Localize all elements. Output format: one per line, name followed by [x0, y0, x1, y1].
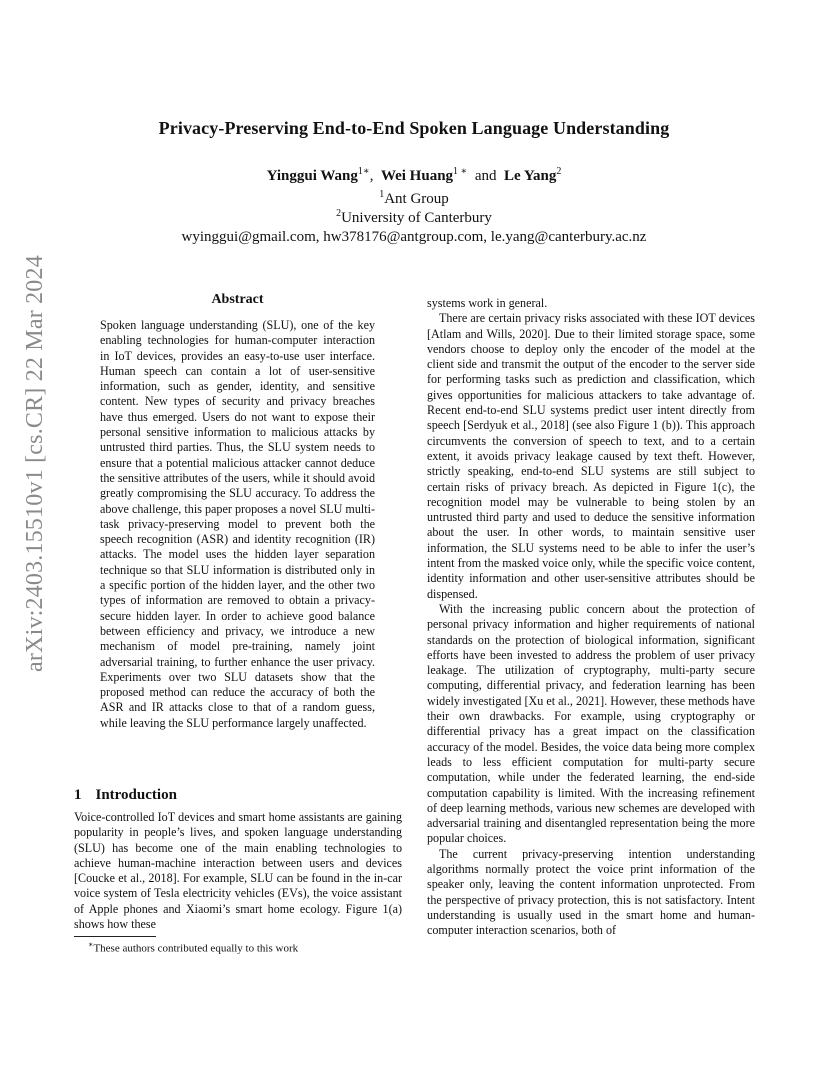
- author-3-mark: 2: [556, 166, 562, 177]
- footnote: [88, 940, 298, 955]
- author-2-mark: 1 ∗: [453, 166, 468, 177]
- author-3: Le Yang: [504, 168, 557, 184]
- footnote-text: These authors contributed equally to this work: [93, 942, 299, 955]
- affiliation-2: [74, 208, 754, 227]
- section-number: 1: [74, 787, 82, 803]
- abstract-text: Spoken language understanding (SLU), one of the key enabling technologies for human-computer interaction in IoT devices, provides an easy-to-use user interface. Human speech can contain a lot of user-sensitive information, such as gender, identity, and sensitive content. New types of security and privacy breaches have thus emerged. Users do not want to expose their personal sensitive information to malicious attacks by untrusted third parties. Thus, the SLU system needs to ensure that a potential malicious attacker cannot deduce the sensitive attributes of the users, while it should avoid greatly compromising the SLU accuracy. To address the above challenge, this paper proposes a novel SLU multi-task privacy-preserving model to prevent both the speech recognition (ASR) and identity recognition (IR) attacks. The model uses the hidden layer separation technique so that SLU information is distributed only in a specific portion of the hidden layer, and the other two types of information are removed to obtain a privacy-secure hidden layer. In order to achieve good balance between efficiency and privacy, we introduce a new mechanism of model pre-training, namely joint adversarial training, to further enhance the user privacy. Experiments over two SLU datasets show that the proposed method can reduce the accuracy of both the ASR and IR attacks close to that of a random guess, while leaving the SLU performance largely unaffected.: [100, 318, 375, 730]
- footnote-mark: ∗: [88, 940, 94, 949]
- affiliation-2-name: University of Canterbury: [341, 210, 492, 226]
- author-line: Yinggui Wang$^{1∗}$, Wei Huang$^{1 ∗}$ and Le Yang$^2$: [266, 166, 562, 184]
- affiliation-1-mark: 1: [379, 189, 385, 200]
- paragraph-current-algorithms: The current privacy-preserving intention understanding algorithms normally protect the voice print information of the speaker only, leaving the content information unprotected. From the perspective of privacy protection, this is not satisfactory. Intent understanding is usually used in the smart home and human-computer interaction scenarios, both of: [427, 846, 755, 938]
- affiliation-1: [74, 189, 754, 208]
- author-emails: wyinggui@gmail.com, hw378176@antgroup.com, le.yang@canterbury.ac.nz: [181, 229, 647, 245]
- affiliation-2-mark: 2: [336, 208, 342, 219]
- abstract-body: [100, 318, 375, 731]
- right-col-continuation: systems work in general.: [427, 296, 548, 310]
- author-1-mark: 1∗: [357, 166, 370, 177]
- abstract-heading: Abstract: [211, 292, 264, 307]
- section-title: Introduction: [95, 787, 177, 803]
- right-column: [427, 296, 755, 938]
- arxiv-identifier: arXiv:2403.15510v1 [cs.CR] 22 Mar 2024: [22, 255, 48, 672]
- author-conjunction: and: [474, 168, 497, 184]
- intro-text: Voice-controlled IoT devices and smart home assistants are gaining popularity in people’s lives, and spoken language understanding (SLU) has become one of the main enabling technologies to achieve human-machine interaction between users and devices [Coucke et al., 2018]. For example, SLU can be found in the in-car voice system of Tesla electricity vehicles (EVs), the voice assistant of Apple phones and Xiaomi’s smart home ecology. Figure 1(a) shows how these: [74, 810, 402, 932]
- author-2: Wei Huang: [380, 168, 454, 184]
- intro-paragraph: [74, 810, 402, 932]
- footnote-rule: [74, 936, 156, 937]
- section-heading-introduction: [74, 787, 191, 804]
- affiliation-1-name: Ant Group: [384, 191, 449, 207]
- paragraph-privacy-risks: There are certain privacy risks associated with these IOT devices [Atlam and Wills, 2020]. Due to their limited storage space, some vendors choose to deploy only the encoder of the model at the client side and transmit the output of the encoder to the server side for performing tasks such as prediction and classification, which gives opportunities for malicious attackers to take advantage of. Recent end-to-end SLU systems predict user intent directly from speech [Serdyuk et al., 2018] (see also Figure 1 (b)). This approach circumvents the conversion of speech to text, and to a certain extent, it avoids privacy leakage caused by text theft. However, strictly speaking, end-to-end SLU systems are still subject to certain risks of privacy breach. As depicted in Figure 1(c), the recognition model may be vulnerable to being stolen by an untrusted third party and used to deduce the sensitive information about the user. In other words, to maintain sensitive user information, the SLU systems need to be able to infer the user’s intent from the masked voice only, while the specific voice content, identity information and other user-sensitive attributes should be dispensed.: [427, 311, 755, 601]
- paragraph-public-concern: With the increasing public concern about the protection of personal privacy information and higher requirements of national standards on the protection of biological information, significant efforts have been invested to address the problem of user privacy leakage. The utilization of cryptography, multi-party secure computing, differential privacy, and federation learning has been widely investigated [Xu et al., 2021]. However, these methods have their own drawbacks. For example, using cryptography or differential privacy has a great impact on the classification accuracy of the model. Besides, the voice data being more complex leads to less efficient computation for multi-party secure computation, while under the federated learning, the end-side computation capability is limited. With the increasing refinement of deep learning methods, various new schemes are developed with adversarial training and disentangled representation being the more popular choices.: [427, 601, 755, 846]
- author-1: Yinggui Wang: [266, 168, 358, 184]
- paper-title: Privacy-Preserving End-to-End Spoken Language Understanding: [158, 118, 670, 138]
